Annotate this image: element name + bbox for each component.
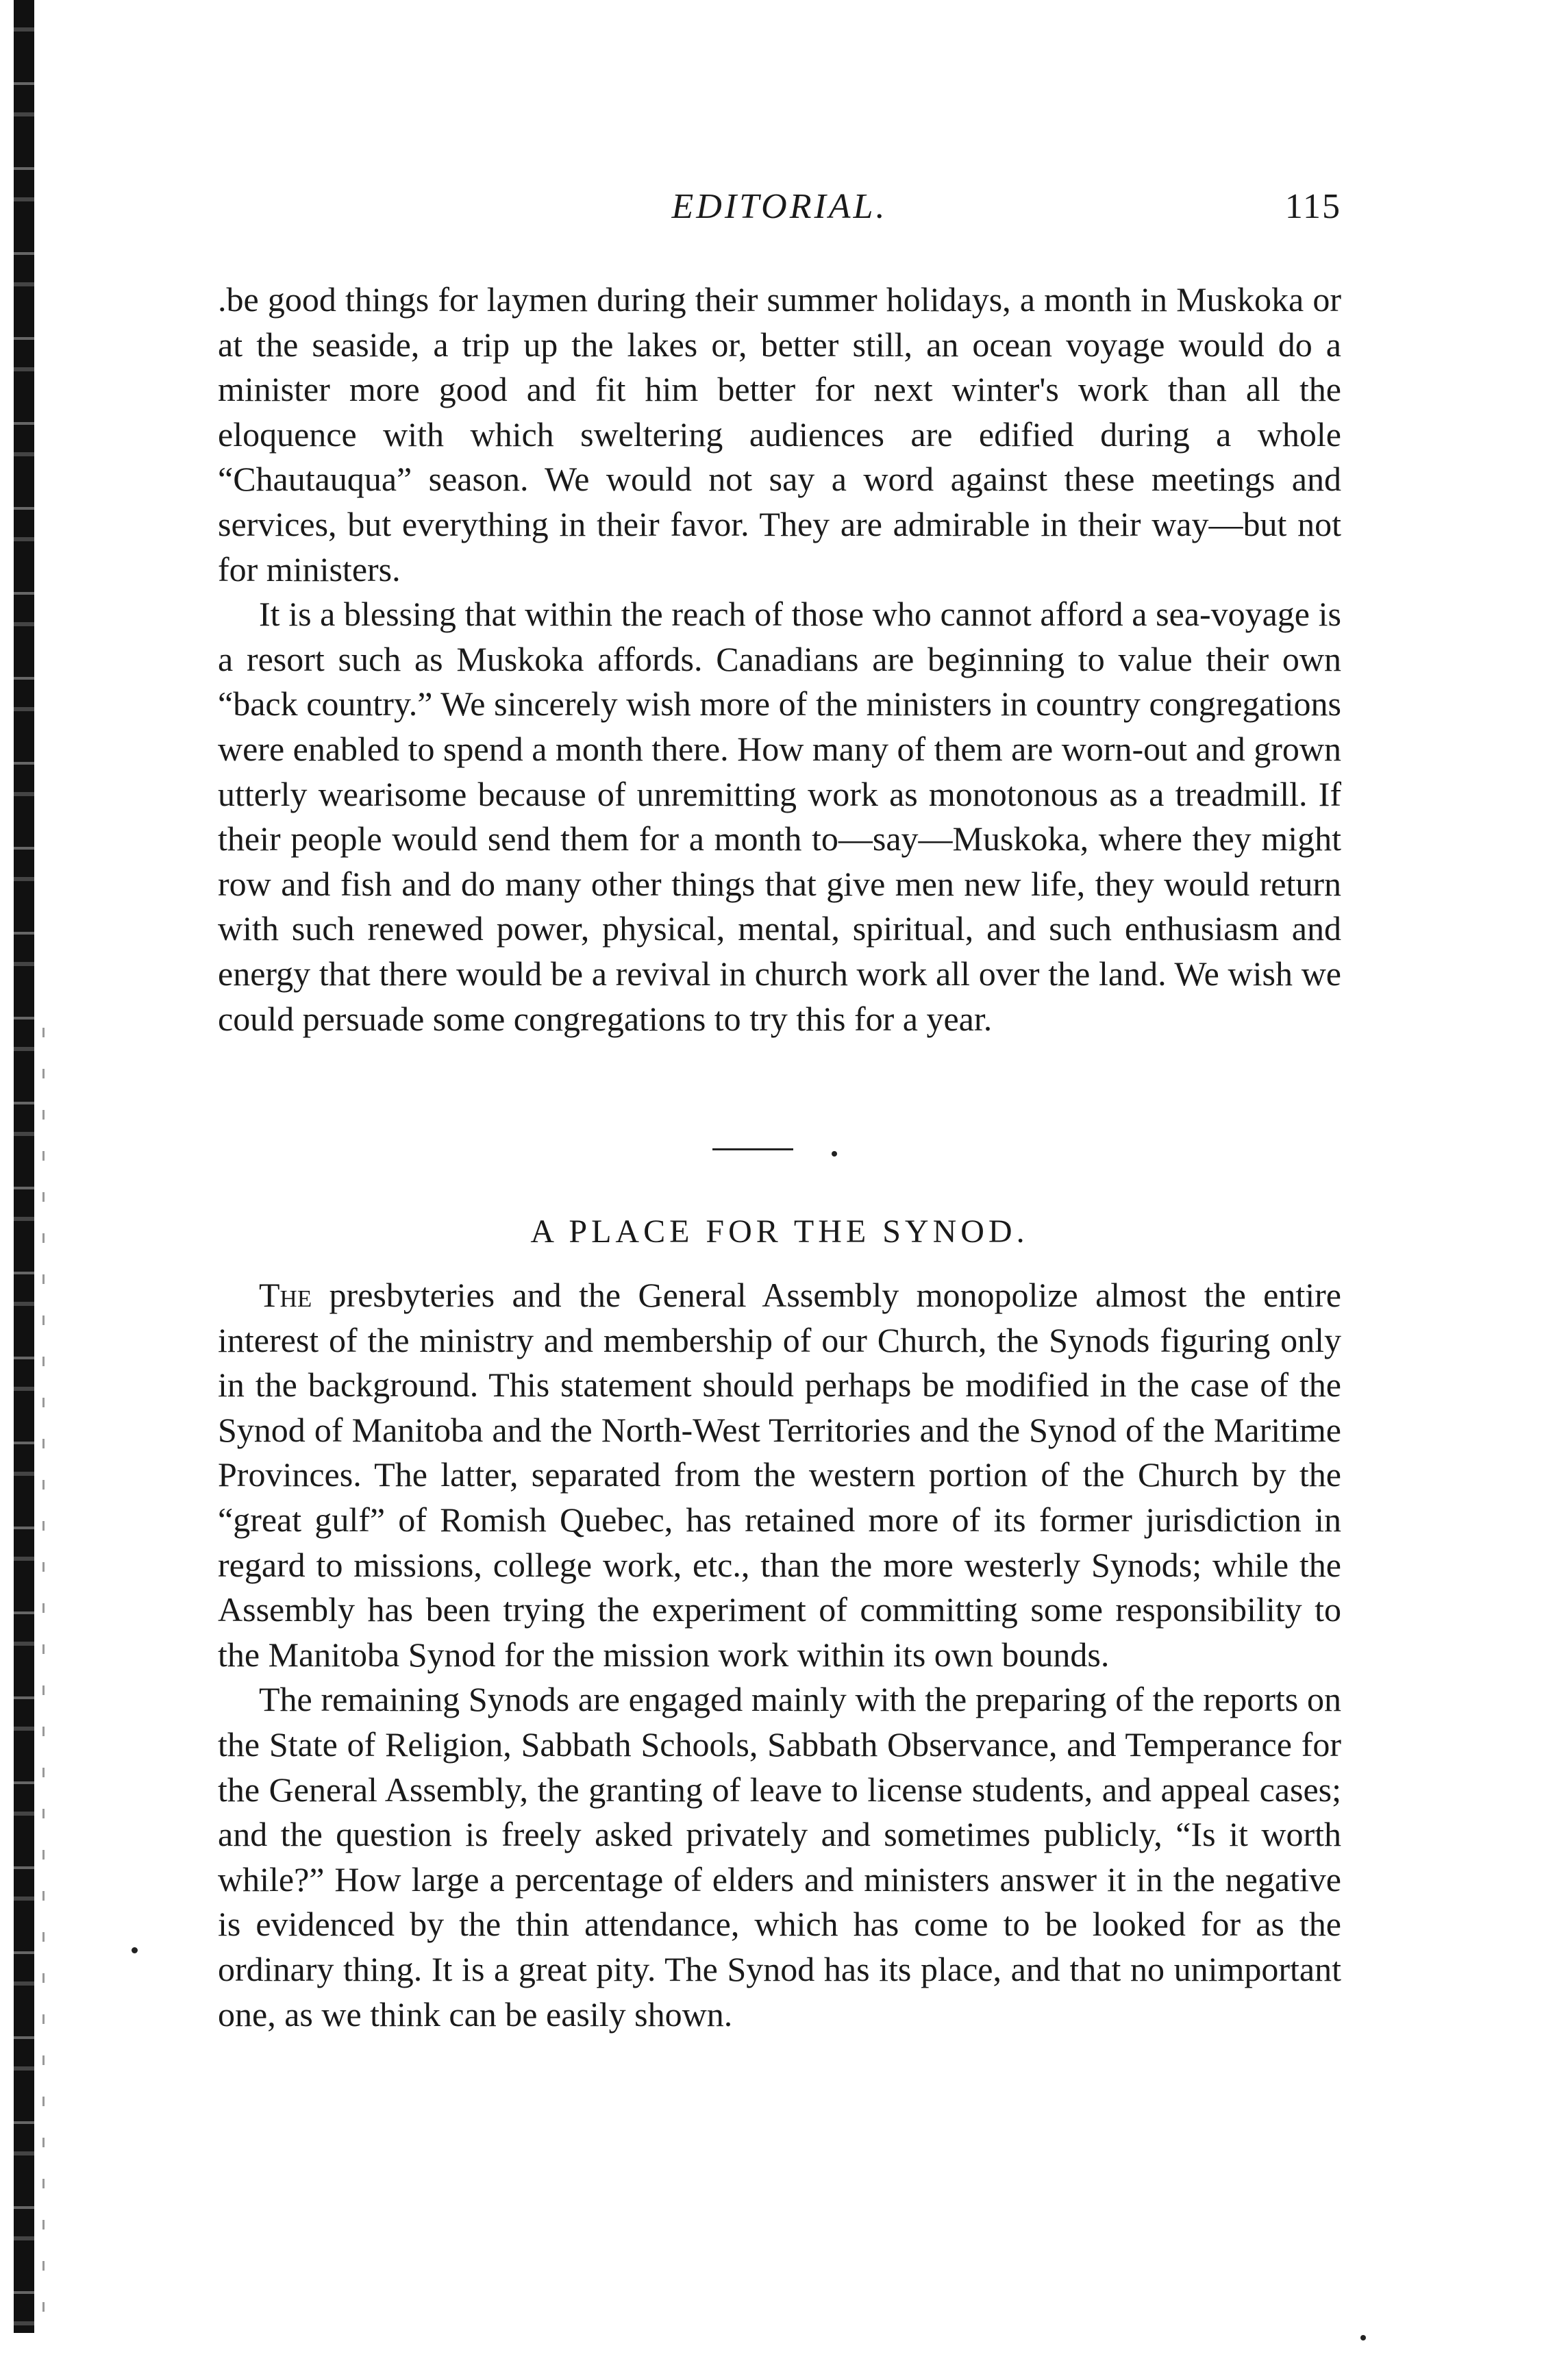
section-separator-rule [712,1148,793,1150]
separator-dot [832,1151,837,1157]
section-heading: A PLACE FOR THE SYNOD. [530,1213,1029,1250]
paragraph: The remaining Synods are engaged mainly with the preparing of the reports on the State of Religion, Sabbath Schools, Sabbath Observance, and Temperance for the General Assembly, the granting of leave to license students, and appeal cases; and the question is freely asked privately and sometimes publicly, “Is it worth while?” How large a percentage of elders and ministers answer it in the negative is evidenced by the thin attendance, which has come to be looked for as the ordinary thing. It is a great pity. The Synod has its place, and that no unimportant one, as we think can be easily shown. [218,1680,1341,2034]
paragraph: It is a blessing that within the reach of those who cannot afford a sea-voyage is a resort such as Muskoka affords. Canadians are beginning to value their own “back country.” We sincerely wish more of the ministers in country congregations were enabled to spend a month there. How many of them are worn-out and grown utterly wearisome because of unremitting work as monotonous as a treadmill. If their people would send them for a month to—say—Muskoka, where they might row and fish and do many other things that give men new life, they would return with such renewed power, physical, mental, spiritual, and such enthusiasm and energy that there would be a revival in church work all over the land. We wish we could persuade some congregations to try this for a year. [218,595,1341,1038]
margin-speck [132,1947,138,1953]
paragraph-text: presbyteries and the General Assembly monopolize almost the entire interest of the ministry and membership of our Church, the Synods figuring only in the background. This statement should perhaps be modified in the case of the Synod of Manitoba and the North-West Territories and the Synod of the Maritime Provinces. The latter, separated from the western portion of the Church by the “great gulf” of Romish Quebec, has retained more of its former jurisdiction in regard to missions, college work, etc., than the more westerly Synods; while the Assembly has been trying the experiment of committing some responsibility to the Manitoba Synod for the mission work within its own bounds. [218,1276,1341,1674]
corner-speck [1360,2335,1366,2340]
paragraph [218,1273,1341,1677]
editorial-continuation [218,277,1341,1041]
binding-edge-shadow [42,1028,45,2330]
binding-edge [14,0,34,2333]
page-number: 115 [1284,187,1341,226]
paragraph: .be good things for laymen during their summer holidays, a month in Muskoka or at the seaside, a trip up the lakes or, better still, an ocean voyage would do a minister more good and fit him better for next winter's work than all the eloquence with which sweltering audiences are edified during a whole “Chautauqua” season. We would not say a word against these meetings and services, but everything in their favor. They are admirable in their way—but not for ministers. [218,280,1341,589]
running-head [218,186,1341,248]
synod-article [218,1273,1341,2037]
lead-word: The [259,1276,312,1314]
running-title: EDITORIAL. [671,187,888,226]
